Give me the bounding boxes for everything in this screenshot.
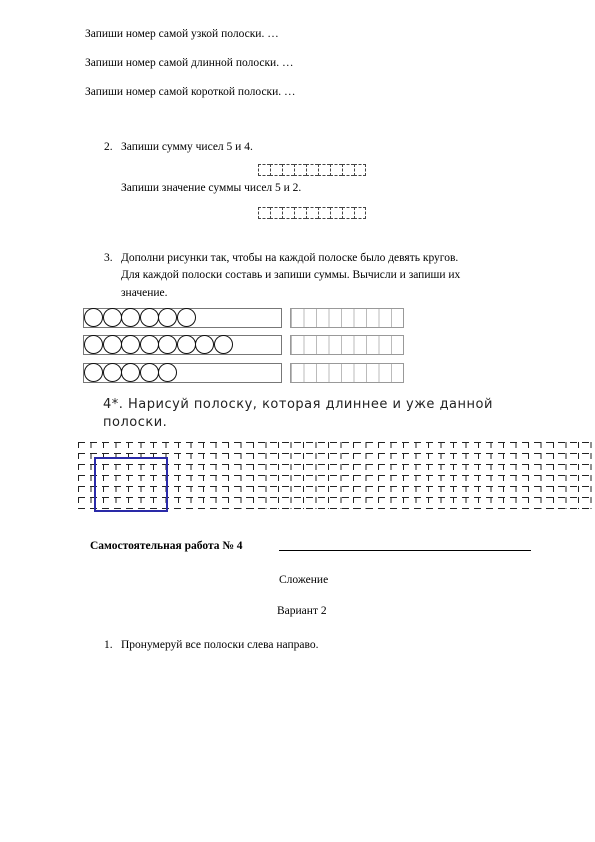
circle xyxy=(158,335,177,354)
circle xyxy=(158,308,177,327)
work-topic: Сложение xyxy=(279,574,329,586)
work-title: Самостоятельная работа № 4 xyxy=(90,540,243,552)
question-longest: Запиши номер самой длинной полоски. … xyxy=(85,57,294,69)
task3-line1: Дополни рисунки так, чтобы на каждой полоске было девять кругов. xyxy=(121,252,459,264)
circle xyxy=(121,308,140,327)
task2-answer-cells-1[interactable] xyxy=(258,164,366,176)
circle xyxy=(84,363,103,382)
task3-number: 3. xyxy=(104,252,113,264)
circle xyxy=(84,335,103,354)
question-narrowest: Запиши номер самой узкой полоски. … xyxy=(85,28,279,40)
task4-line1: 4*. Нарисуй полоску, которая длиннее и уже данной xyxy=(103,397,493,412)
sum-answer-grid[interactable] xyxy=(290,335,404,355)
task4-line2: полоски. xyxy=(103,415,168,430)
work-variant: Вариант 2 xyxy=(277,605,327,617)
circle xyxy=(177,308,196,327)
name-underline[interactable] xyxy=(279,550,531,551)
circle xyxy=(103,363,122,382)
task2-prompt: Запиши сумму чисел 5 и 4. xyxy=(121,141,253,153)
circle xyxy=(84,308,103,327)
circle xyxy=(103,308,122,327)
work-task1-number: 1. xyxy=(104,639,113,651)
circle xyxy=(214,335,233,354)
sum-answer-grid[interactable] xyxy=(290,308,404,328)
work-task1: Пронумеруй все полоски слева направо. xyxy=(121,639,319,651)
circle xyxy=(140,308,159,327)
circle xyxy=(140,363,159,382)
circle xyxy=(195,335,214,354)
sum-answer-grid[interactable] xyxy=(290,363,404,383)
circle xyxy=(121,335,140,354)
question-shortest: Запиши номер самой короткой полоски. … xyxy=(85,86,296,98)
circle xyxy=(177,335,196,354)
circle xyxy=(158,363,177,382)
task3-line3: значение. xyxy=(121,287,168,299)
circle xyxy=(121,363,140,382)
circle xyxy=(140,335,159,354)
task2-number: 2. xyxy=(104,141,113,153)
task3-line2: Для каждой полоски составь и запиши суммы. Вычисли и запиши их xyxy=(121,269,461,281)
task2-prompt2: Запиши значение суммы чисел 5 и 2. xyxy=(121,182,302,194)
circle xyxy=(103,335,122,354)
task2-answer-cells-2[interactable] xyxy=(258,207,366,219)
given-strip-box xyxy=(94,457,168,512)
